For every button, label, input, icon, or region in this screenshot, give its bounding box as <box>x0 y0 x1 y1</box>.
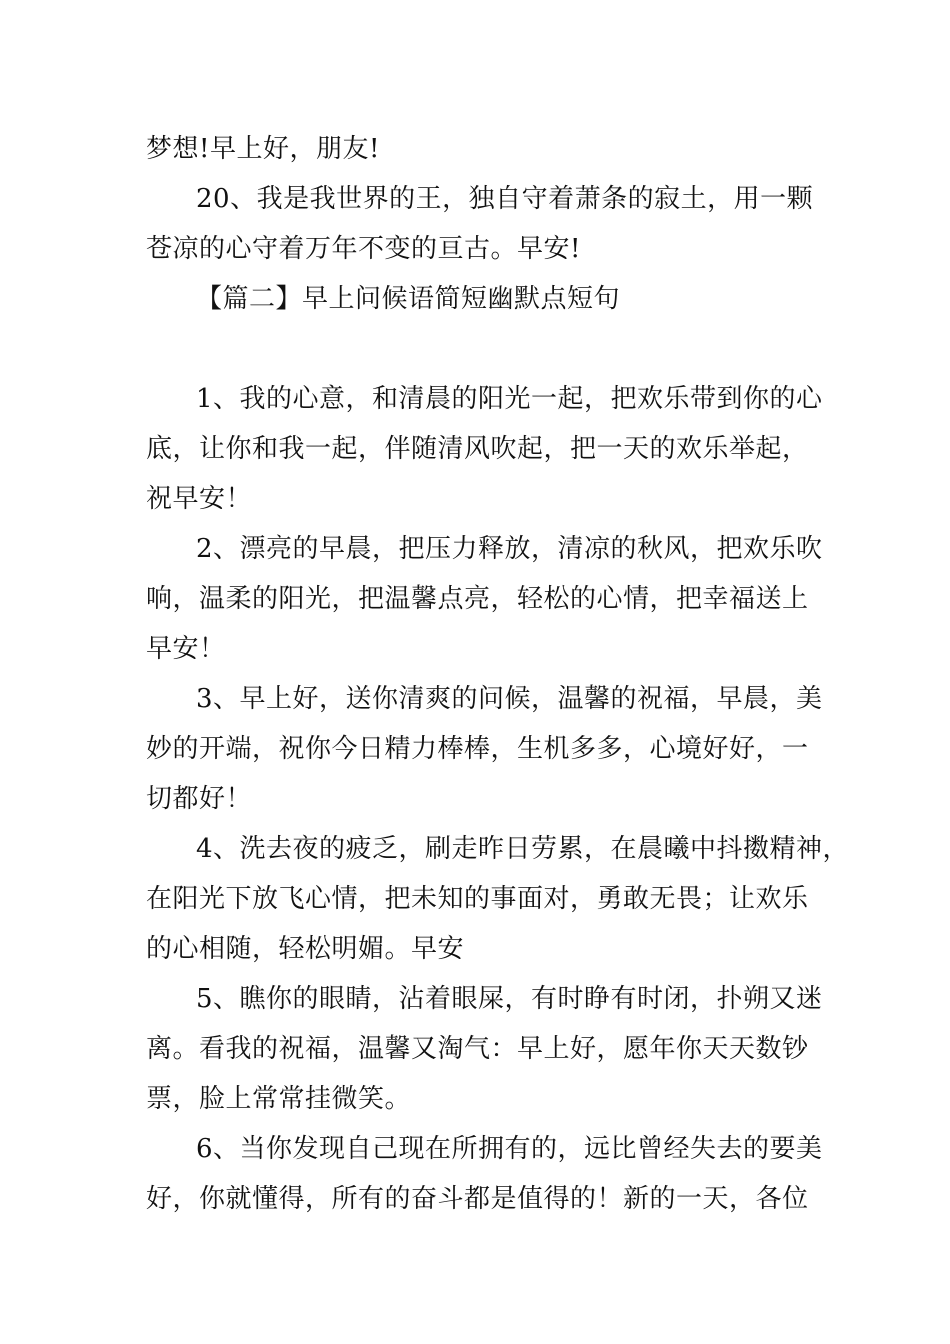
text-line: 早安！ <box>146 634 226 664</box>
text-line: 苍凉的心守着万年不变的亘古。早安! <box>146 234 581 264</box>
text-line: 5、瞧你的眼睛，沾着眼屎，有时睁有时闭，扑朔又迷 <box>196 984 823 1014</box>
text-line: 梦想!早上好，朋友! <box>146 134 380 164</box>
text-line: 底，让你和我一起，伴随清风吹起，把一天的欢乐举起， <box>146 434 809 464</box>
text-line: 响，温柔的阳光，把温馨点亮，轻松的心情，把幸福送上 <box>146 584 809 614</box>
text-line: 的心相随，轻松明媚。早安 <box>146 934 465 964</box>
text-line: 离。看我的祝福，温馨又淘气：早上好，愿年你天天数钞 <box>146 1034 809 1064</box>
text-line: 在阳光下放飞心情，把未知的事面对，勇敢无畏；让欢乐 <box>146 884 809 914</box>
text-line: 祝早安！ <box>146 484 253 514</box>
text-line: 6、当你发现自己现在所拥有的，远比曾经失去的要美 <box>196 1134 823 1164</box>
text-line: 20、我是我世界的王，独自守着萧条的寂土，用一颗 <box>196 184 814 214</box>
text-line: 切都好！ <box>146 784 253 814</box>
text-line: 1、我的心意，和清晨的阳光一起，把欢乐带到你的心 <box>196 384 823 414</box>
text-line: 好，你就懂得，所有的奋斗都是值得的！新的一天，各位 <box>146 1184 809 1214</box>
text-line: 票，脸上常常挂微笑。 <box>146 1084 412 1114</box>
text-line: 妙的开端，祝你今日精力棒棒，生机多多，心境好好，一 <box>146 734 809 764</box>
text-line: 3、早上好，送你清爽的问候，温馨的祝福，早晨，美 <box>196 684 823 714</box>
text-line: 4、洗去夜的疲乏，刷走昨日劳累，在晨曦中抖擞精神， <box>196 834 850 864</box>
section-heading: 【篇二】早上问候语简短幽默点短句 <box>196 284 621 314</box>
text-line: 2、漂亮的早晨，把压力释放，清凉的秋风，把欢乐吹 <box>196 534 823 564</box>
